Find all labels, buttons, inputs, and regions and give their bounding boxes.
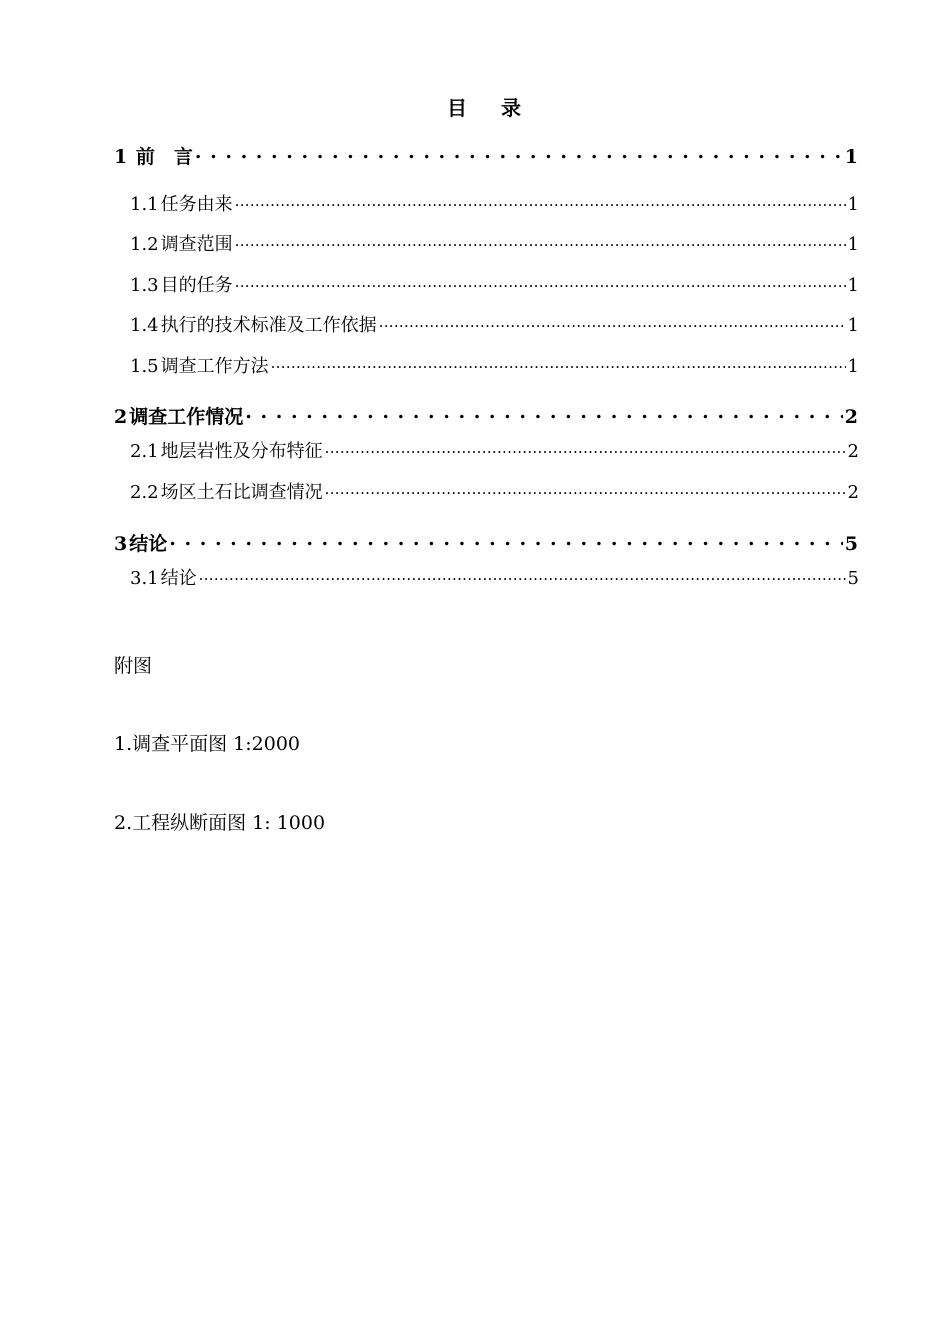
- toc-entry-page: 1: [847, 194, 859, 215]
- toc-entry-page: 1: [847, 234, 859, 255]
- toc-entry-1-2[interactable]: [130, 230, 859, 256]
- toc-entry-1-4[interactable]: [130, 311, 859, 337]
- toc-entry-page: 5: [844, 533, 858, 555]
- toc-entry-3-1[interactable]: [130, 564, 859, 590]
- toc-entry-1-1[interactable]: [130, 190, 859, 216]
- toc-entry-1-3[interactable]: [130, 271, 859, 297]
- toc-entry-1-5[interactable]: [130, 352, 859, 378]
- toc-leader-dots: [235, 271, 846, 291]
- toc-entry-number: 3.1: [130, 568, 159, 589]
- toc-leader-dots: [235, 230, 846, 250]
- toc-entry-text: 调查工作方法: [160, 356, 269, 377]
- toc-entry-2-2[interactable]: [130, 478, 859, 504]
- toc-leader-dots: [195, 142, 843, 163]
- toc-entry-number: 1.1: [130, 194, 159, 215]
- toc-entry-page: 1: [847, 356, 859, 377]
- toc-entry-text: 任务由来: [160, 194, 233, 215]
- toc-entry-number: 1: [114, 146, 128, 168]
- toc-entry-text: 地层岩性及分布特征: [160, 441, 323, 462]
- toc-entry-1[interactable]: [114, 142, 858, 169]
- toc-entry-text: 执行的技术标准及工作依据: [160, 315, 377, 336]
- toc-leader-dots: [379, 311, 846, 331]
- toc-entry-number: 1.4: [130, 315, 159, 336]
- toc-entry-3[interactable]: [114, 529, 858, 556]
- toc-title-char-2: 录: [501, 96, 523, 120]
- toc-entry-number: 1.2: [130, 234, 159, 255]
- toc-entry-page: 2: [844, 406, 858, 428]
- toc-entry-number: 1.3: [130, 275, 159, 296]
- toc-leader-dots: [325, 437, 846, 457]
- toc-entry-number: 2.1: [130, 441, 159, 462]
- toc-entry-number: 3: [114, 533, 128, 555]
- toc-entry-text: 目的任务: [160, 275, 233, 296]
- toc-leader-dots: [169, 529, 843, 550]
- toc-entry-text: 前 言: [135, 146, 193, 168]
- toc-entry-text: 结论: [160, 568, 197, 589]
- toc-entry-page: 1: [844, 146, 858, 168]
- toc-entry-number: 2: [114, 406, 128, 428]
- toc-entry-number: 1.5: [130, 356, 159, 377]
- toc-title-char-1: 目: [447, 96, 469, 120]
- toc-entry-page: 1: [847, 315, 859, 336]
- toc-entry-number: 2.2: [130, 482, 159, 503]
- toc-leader-dots: [199, 564, 846, 584]
- appendix-item: 2.工程纵断面图 1: 1000: [114, 812, 326, 834]
- appendix-item: 1.调查平面图 1:2000: [114, 733, 301, 755]
- toc-entry-page: 5: [847, 568, 859, 589]
- toc-entry-page: 2: [847, 441, 859, 462]
- toc-leader-dots: [271, 352, 846, 372]
- toc-entry-2-1[interactable]: [130, 437, 859, 463]
- toc-entry-2[interactable]: [114, 402, 858, 429]
- toc-entry-text: 调查范围: [160, 234, 233, 255]
- toc-title: [0, 92, 950, 121]
- toc-entry-text: 调查工作情况: [129, 406, 244, 428]
- toc-entry-page: 2: [847, 482, 859, 503]
- toc-entry-text: 场区土石比调查情况: [160, 482, 323, 503]
- toc-entry-page: 1: [847, 275, 859, 296]
- toc-leader-dots: [245, 402, 843, 423]
- toc-leader-dots: [235, 190, 846, 210]
- toc-leader-dots: [325, 478, 846, 498]
- appendix-heading: 附图: [114, 655, 153, 677]
- toc-entry-text: 结论: [129, 533, 168, 555]
